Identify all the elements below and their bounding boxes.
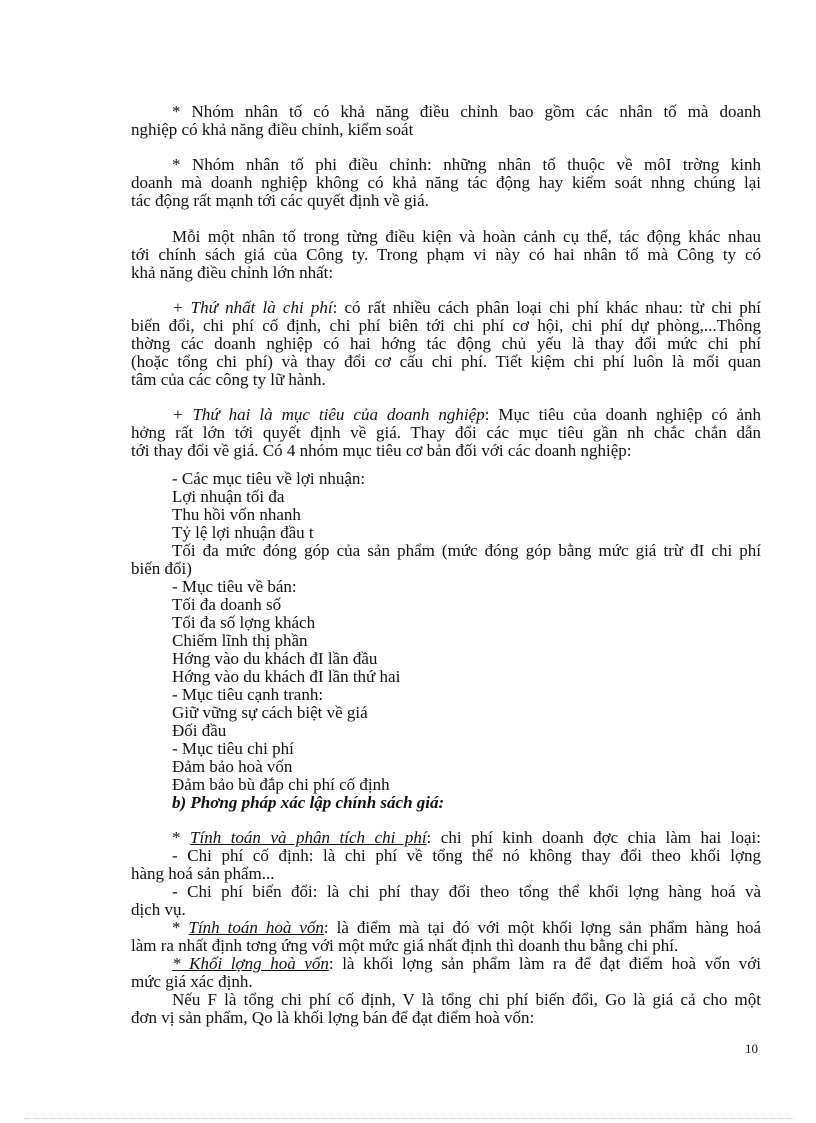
lead-rest: : có rất nhiều cách phân loại chi phí khác nhau: từ chi phí — [332, 298, 761, 317]
paragraph-line: tâm của các công ty lữ hành. — [131, 370, 326, 389]
paragraph-line: làm ra nhất định tơng ứng với một mức giá nhất định thì doanh thu bằng chi phí. — [131, 936, 679, 955]
list-item: - Mục tiêu về bán: — [172, 577, 297, 596]
term-rest: : chi phí kinh doanh đợc chia làm hai loại: — [426, 828, 761, 847]
paragraph-line — [172, 829, 761, 847]
section-heading: b) Phơng pháp xác lập chính sách giá: — [172, 793, 445, 812]
underlined-term: Tính toán hoà vốn — [188, 918, 324, 937]
list-item: Tỷ lệ lợi nhuận đầu t — [172, 523, 314, 542]
lead-rest: : Mục tiêu của doanh nghiệp có ảnh — [484, 405, 762, 424]
list-item: Thu hồi vốn nhanh — [172, 505, 301, 524]
list-item: - Mục tiêu chi phí — [172, 739, 294, 758]
underlined-term: * Khối lợng hoà vốn — [172, 954, 329, 973]
term-rest: : là khối lợng sản phẩm làm ra để đạt điểm hoà vốn với — [328, 954, 762, 973]
paragraph-line — [172, 299, 761, 317]
term-rest: : là điểm mà tại đó với một khối lợng sản phẩm hàng hoá — [323, 918, 762, 937]
bullet-star: * — [172, 918, 189, 937]
list-item: Tối đa số lợng khách — [172, 613, 316, 632]
paragraph-line: tới thay đổi về giá. Có 4 nhóm mục tiêu cơ bản đối với các doanh nghiệp: — [131, 441, 632, 460]
paragraph-line: - Chi phí cố định: là chi phí về tổng thể nó không thay đổi theo khối lợng — [172, 846, 761, 865]
paragraph-line: dịch vụ. — [131, 900, 186, 919]
paragraph-line: Mỗi một nhân tố trong từng điều kiện và hoàn cảnh cụ thể, tác động khác nhau — [172, 227, 761, 246]
paragraph-line: tác động rất mạnh tới các quyết định về giá. — [131, 191, 429, 210]
list-item: Đảm bảo hoà vốn — [172, 757, 293, 776]
bullet-star: * — [172, 828, 191, 847]
paragraph-line: biến đổi, chi phí cố định, chi phí biên tới chi phí cơ hội, chi phí dự phòng,...Thông — [131, 316, 761, 335]
list-item: Chiếm lĩnh thị phần — [172, 631, 308, 650]
paragraph-line — [172, 955, 761, 973]
list-item: Hớng vào du khách đI lần đầu — [172, 649, 378, 668]
underlined-term: Tính toán và phân tích chi phí — [190, 828, 427, 847]
paragraph-line: (hoặc tổng chi phí) và thay đổi cơ cấu chi phí. Tiết kiệm chi phí luôn là mối quan — [131, 352, 761, 371]
paragraph-line: hởng rất lớn tới quyết định về giá. Thay đổi các mục tiêu gần nh chắc chắn dẫn — [131, 423, 761, 442]
paragraph-line: doanh mà doanh nghiệp không có khả năng tác động hay kiểm soát nhng chúng lại — [131, 173, 761, 192]
list-item: biến đổi) — [131, 559, 192, 578]
lead-italic: + Thứ nhất là chi phí — [172, 298, 333, 317]
paragraph-line: khả năng điều chỉnh lớn nhất: — [131, 263, 334, 282]
paragraph-line: đơn vị sản phẩm, Qo là khối lợng bán để đạt điểm hoà vốn: — [131, 1008, 535, 1027]
paragraph-line: hàng hoá sản phẩm... — [131, 864, 275, 883]
paragraph-line: tới chính sách giá của Công ty. Trong phạm vi này có hai nhân tố mà Công ty có — [131, 245, 761, 264]
list-item: - Các mục tiêu về lợi nhuận: — [172, 469, 366, 488]
paragraph-line: * Nhóm nhân tố có khả năng điều chỉnh bao gồm các nhân tố mà doanh — [172, 102, 761, 121]
paragraph-line — [172, 919, 761, 937]
list-item: Tối đa doanh số — [172, 595, 282, 614]
paragraph-line: * Nhóm nhân tố phi điều chỉnh: những nhân tố thuộc về môI trờng kinh — [172, 155, 761, 174]
paragraph-line: thờng các doanh nghiệp có hai hớng tác động chủ yếu là thay đổi mức chi phí — [131, 334, 761, 353]
list-item: Hớng vào du khách đI lần thứ hai — [172, 667, 401, 686]
list-item: Đảm bảo bù đắp chi phí cố định — [172, 775, 390, 794]
list-item: Đối đầu — [172, 721, 227, 740]
page-number: 10 — [745, 1041, 758, 1056]
paragraph-line: - Chi phí biến đổi: là chi phí thay đổi theo tổng thể khối lợng hàng hoá và — [172, 882, 761, 901]
paragraph-line: nghiệp có khả năng điều chỉnh, kiểm soát — [131, 120, 414, 139]
lead-italic: + Thứ hai là mục tiêu của doanh nghiệp — [172, 405, 485, 424]
list-item: Tối đa mức đóng góp của sản phẩm (mức đóng góp bằng mức giá trừ đI chi phí — [172, 541, 761, 560]
paragraph-line: mức giá xác định. — [131, 972, 253, 991]
paragraph-line — [172, 406, 761, 424]
footer-dotted-rule — [24, 1118, 794, 1119]
list-item: - Mục tiêu cạnh tranh: — [172, 685, 324, 704]
list-item: Lợi nhuận tối đa — [172, 487, 285, 506]
paragraph-line: Nếu F là tổng chi phí cố định, V là tổng chi phí biến đổi, Go là giá cả cho một — [172, 990, 761, 1009]
list-item: Giữ vững sự cách biệt về giá — [172, 703, 368, 722]
